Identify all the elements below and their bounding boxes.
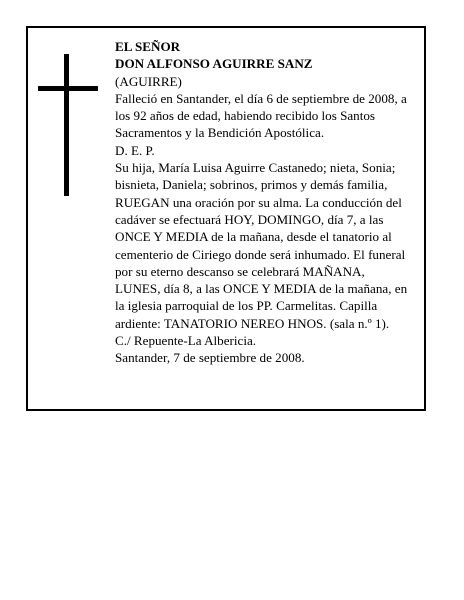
deceased-name: DON ALFONSO AGUIRRE SANZ [115,56,313,72]
body-line: Falleció en Santander, el día 6 de septiembre de 2008, a [115,90,407,106]
cross-horizontal-bar [38,86,98,91]
body-line: ardiente: TANATORIO NEREO HNOS. (sala n.º 1). [115,315,390,331]
body-line: la iglesia parroquial de los PP. Carmelitas. Capilla [115,298,378,314]
date-line: Santander, 7 de septiembre de 2008. [115,350,305,366]
body-line: cementerio de Ciriego donde será inhumado. El funeral [115,246,406,262]
body-line: cadáver se efectuará HOY, DOMINGO, día 7, a las [115,211,384,227]
deceased-alias: (AGUIRRE) [115,73,182,89]
body-line: Su hija, María Luisa Aguirre Castanedo; nieta, Sonia; [115,160,396,176]
cross-icon [38,54,98,196]
body-line: los 92 años de edad, habiendo recibido los Santos [115,108,376,124]
body-line: LUNES, día 8, a las ONCE Y MEDIA de la mañana, en [115,281,408,297]
body-line: por su eterno descanso se celebrará MAÑANA, [115,263,365,279]
body-line: Sacramentos y la Bendición Apostólica. [115,125,325,141]
body-line: RUEGAN una oración por su alma. La conducción del [115,194,402,210]
obituary-text [115,38,421,367]
body-line: bisnieta, Daniela; sobrinos, primos y demás familia, [115,177,388,193]
cross-vertical-bar [64,54,69,196]
notice-heading-line: EL SEÑOR [115,39,181,54]
body-line: ONCE Y MEDIA de la mañana, desde el tanatorio al [115,229,392,245]
rip-line: D. E. P. [115,142,155,158]
address-line: C./ Repuente-La Albericia. [115,333,257,349]
